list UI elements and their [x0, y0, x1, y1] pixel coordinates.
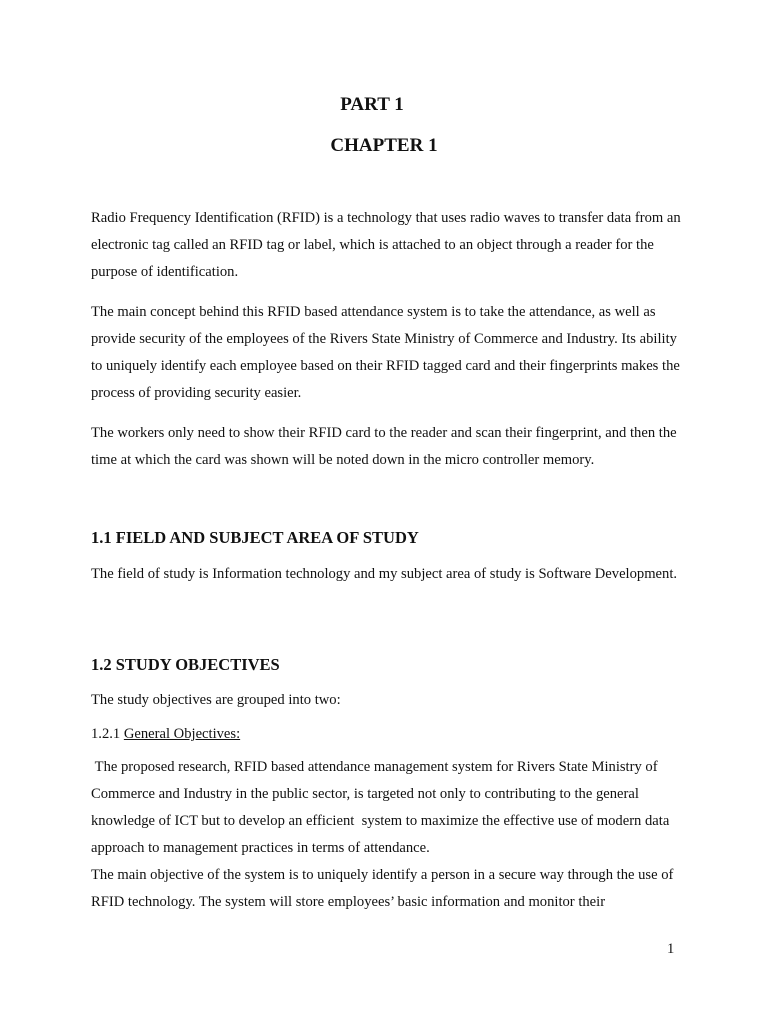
section-1-1-heading: 1.1 FIELD AND SUBJECT AREA OF STUDY [91, 528, 419, 547]
intro-paragraph-workers: The workers only need to show their RFID card to the reader and scan their fingerprint, and then the time at which the card was shown will be noted down in the micro controller memory. [91, 425, 677, 468]
section-1-1-text: The field of study is Information technology and my subject area of study is Software Development. [91, 566, 678, 582]
intro-paragraph-system-concept: The main concept behind this RFID based attendance system is to take the attendance, as well as provide security of the employees of the Rivers State Ministry of Commerce and Industry. Its ability to uniquely identify each employee based on their RFID tagged card and their fingerprints makes the process of providing security easier. [91, 304, 680, 401]
general-objectives-paragraph: The proposed research, RFID based attendance management system for Rivers State Ministry of Commerce and Industry in the public sector, is targeted not only to contributing to the general knowledge of ICT but to develop an efficient system to maximize the effective use of modern data approach to management practices in terms of attendance. [91, 759, 673, 856]
chapter-title: CHAPTER 1 [330, 135, 438, 156]
subsection-1-2-1-heading [91, 726, 240, 743]
intro-paragraph-rfid-definition: Radio Frequency Identification (RFID) is a technology that uses radio waves to transfer data from an electronic tag called an RFID tag or label, which is attached to an object through a reader for the purpose of identification. [91, 210, 681, 280]
section-1-2-heading: 1.2 STUDY OBJECTIVES [91, 655, 280, 674]
page-number: 1 [667, 941, 675, 957]
subsection-number: 1.2.1 [91, 726, 124, 742]
section-1-2-intro: The study objectives are grouped into two: [91, 692, 341, 708]
part-title: PART 1 [340, 94, 404, 115]
subsection-title: General Objectives: [123, 726, 241, 742]
main-objective-paragraph: The main objective of the system is to uniquely identify a person in a secure way through the use of RFID technology. The system will store employees’ basic information and monitor their [91, 867, 674, 910]
